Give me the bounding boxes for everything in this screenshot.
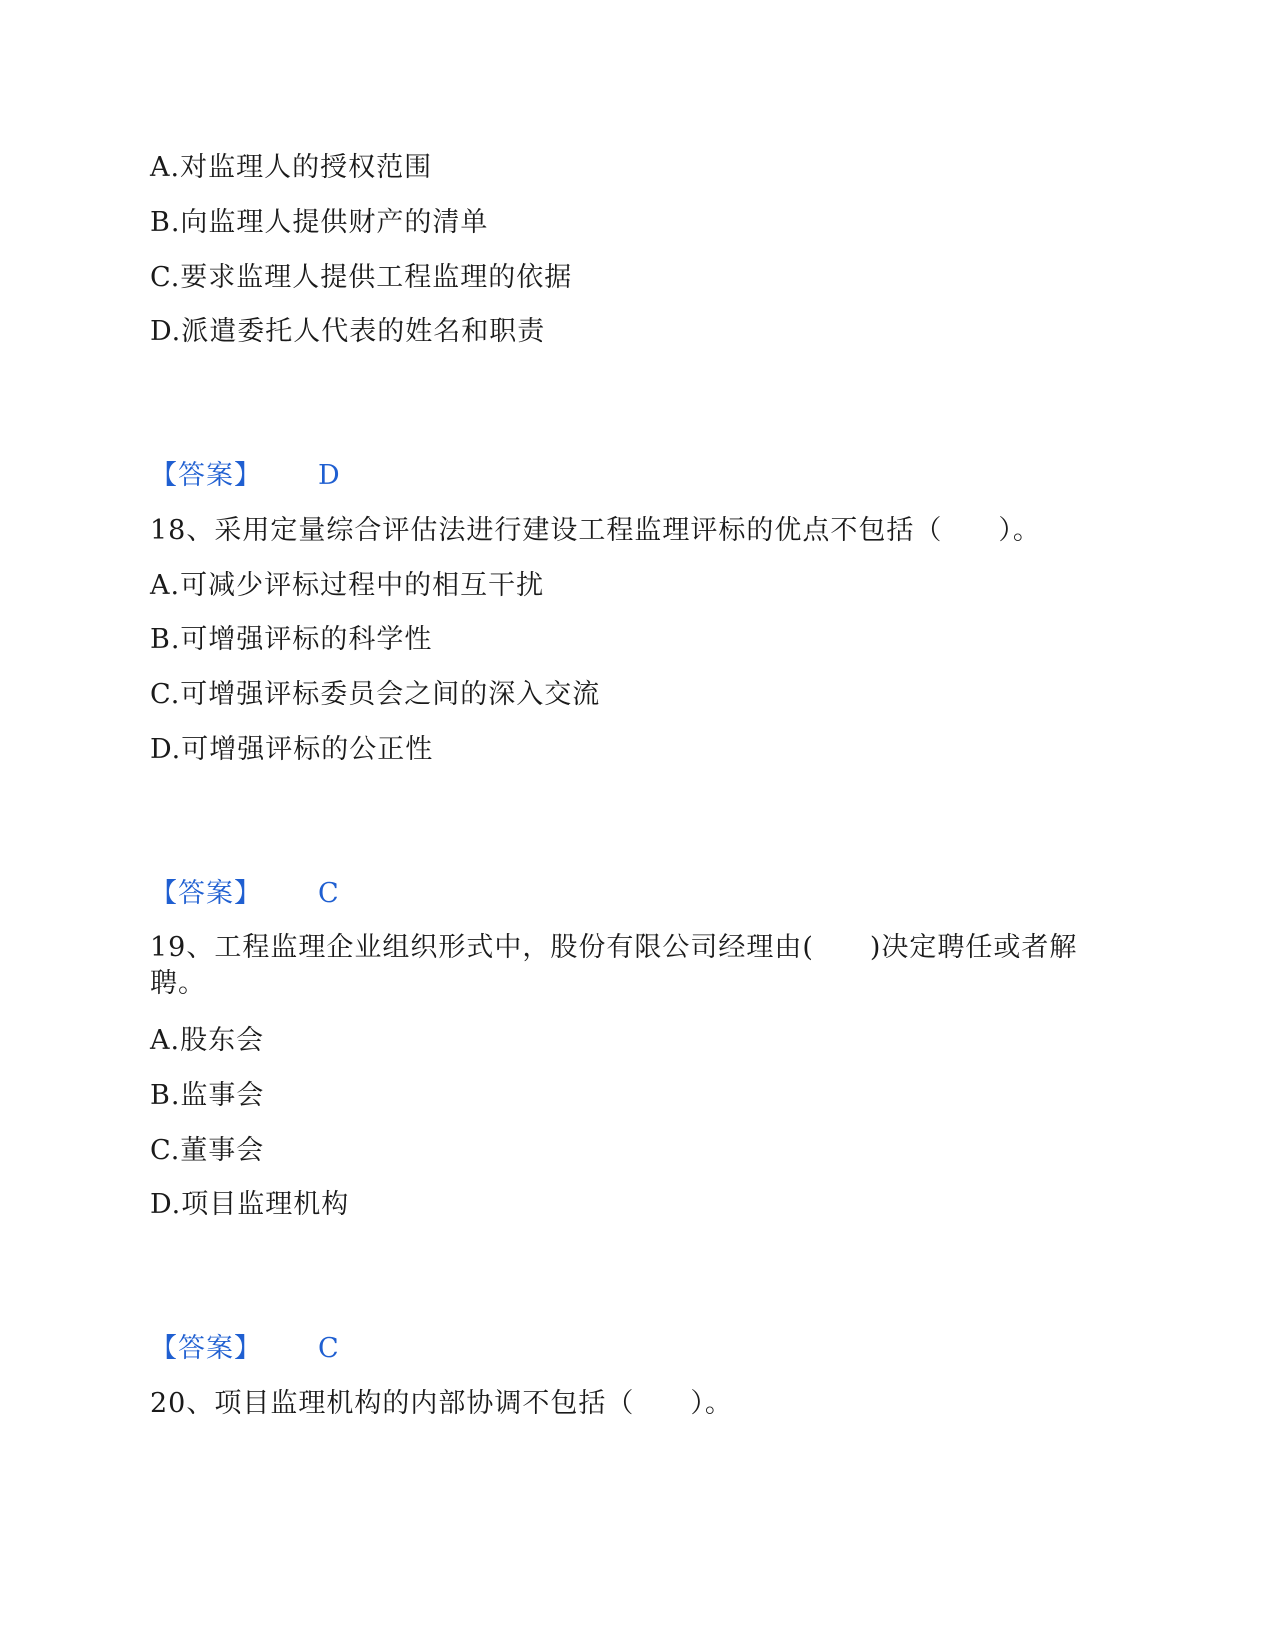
q20-question: 20、项目监理机构的内部协调不包括（ ）。 xyxy=(150,1388,733,1419)
answer-value: D xyxy=(318,460,341,491)
q19-option-a: A.股东会 xyxy=(150,1025,265,1056)
q18-option-a: A.可减少评标过程中的相互干扰 xyxy=(150,570,545,601)
q17-option-a: A.对监理人的授权范围 xyxy=(150,152,433,183)
answer-value: C xyxy=(318,878,340,909)
answer-value: C xyxy=(318,1333,340,1364)
q18-option-b: B.可增强评标的科学性 xyxy=(150,624,433,655)
answer-label: 【答案】 xyxy=(150,878,262,909)
q19-question: 19、工程监理企业组织形式中，股份有限公司经理由( )决定聘任或者解聘。 xyxy=(150,932,1078,999)
q19-option-d: D.项目监理机构 xyxy=(150,1189,350,1220)
answer-label: 【答案】 xyxy=(150,1333,262,1364)
q18-option-d: D.可增强评标的公正性 xyxy=(150,734,434,765)
q19-option-b: B.监事会 xyxy=(150,1080,265,1111)
q17-answer xyxy=(150,458,341,494)
q19-option-c: C.董事会 xyxy=(150,1135,265,1166)
q17-option-b: B.向监理人提供财产的清单 xyxy=(150,207,489,238)
answer-label: 【答案】 xyxy=(150,460,262,491)
q18-option-c: C.可增强评标委员会之间的深入交流 xyxy=(150,679,601,710)
q17-option-d: D.派遣委托人代表的姓名和职责 xyxy=(150,316,546,347)
q17-option-c: C.要求监理人提供工程监理的依据 xyxy=(150,262,573,293)
q19-answer xyxy=(150,1331,340,1367)
q18-answer xyxy=(150,876,340,912)
q18-question: 18、采用定量综合评估法进行建设工程监理评标的优点不包括（ ）。 xyxy=(150,515,1041,546)
